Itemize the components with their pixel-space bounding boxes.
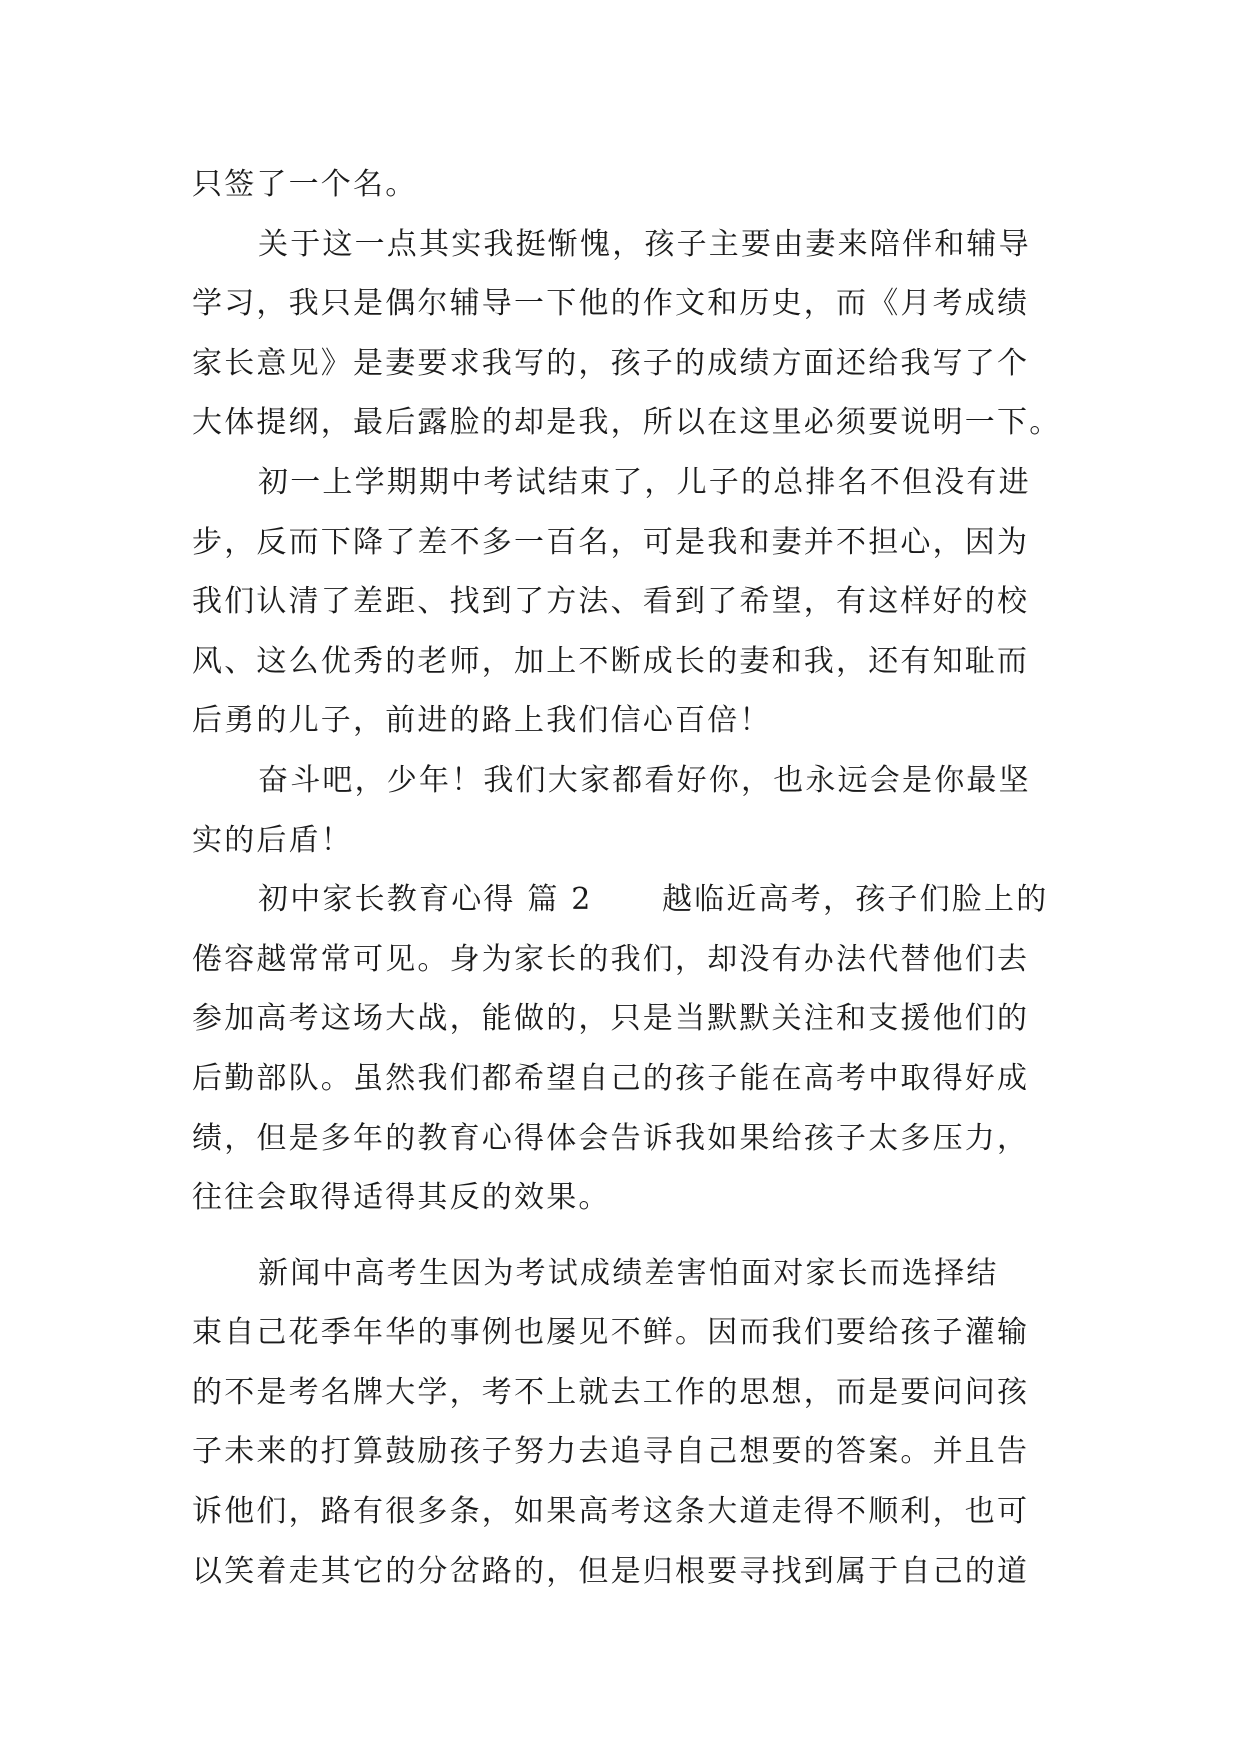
- text-line: 的不是考名牌大学，考不上就去工作的思想，而是要问问孩: [192, 1374, 1030, 1410]
- text-line: 关于这一点其实我挺惭愧，孩子主要由妻来陪伴和辅导: [258, 226, 1031, 262]
- text-line: 奋斗吧，少年！我们大家都看好你，也永远会是你最坚: [258, 762, 1031, 798]
- text-line: 绩，但是多年的教育心得体会告诉我如果给孩子太多压力，: [192, 1120, 1030, 1156]
- text-line: 子未来的打算鼓励孩子努力去追寻自己想要的答案。并且告: [192, 1434, 1030, 1470]
- text-line: 倦容越常常可见。身为家长的我们，却没有办法代替他们去: [192, 941, 1030, 977]
- text-line: 风、这么优秀的老师，加上不断成长的妻和我，还有知耻而: [192, 643, 1030, 679]
- text-line: 后勤部队。虽然我们都希望自己的孩子能在高考中取得好成: [192, 1060, 1030, 1096]
- text-line: 往往会取得适得其反的效果。: [192, 1180, 611, 1216]
- document-body: [192, 155, 1062, 1601]
- text-segment: 越临近高考，孩子们脸上的: [662, 882, 1049, 918]
- text-line: 步，反而下降了差不多一百名，可是我和妻并不担心，因为: [192, 524, 1030, 560]
- text-line: 诉他们，路有很多条，如果高考这条大道走得不顺利，也可: [192, 1494, 1030, 1530]
- text-line: 以笑着走其它的分岔路的，但是归根要寻找到属于自己的道: [192, 1553, 1030, 1589]
- text-line: 初一上学期期中考试结束了，儿子的总排名不但没有进: [258, 464, 1031, 500]
- text-line: 后勇的儿子，前进的路上我们信心百倍！: [192, 703, 772, 739]
- section-heading-line: [192, 870, 1062, 930]
- text-line: 大体提纲，最后露脸的却是我，所以在这里必须要说明一下。: [192, 405, 1062, 441]
- text-line: 束自己花季年华的事例也屡见不鲜。因而我们要给孩子灌输: [192, 1315, 1030, 1351]
- text-line: 新闻中高考生因为考试成绩差害怕面对家长而选择结: [258, 1255, 999, 1291]
- text-line: 实的后盾！: [192, 822, 353, 858]
- section-heading: 初中家长教育心得 篇 2: [258, 882, 593, 918]
- text-line: 参加高考这场大战，能做的，只是当默默关注和支援他们的: [192, 1001, 1030, 1037]
- text-line: 我们认清了差距、找到了方法、看到了希望，有这样好的校: [192, 584, 1030, 620]
- text-line: 学习，我只是偶尔辅导一下他的作文和历史，而《月考成绩: [192, 286, 1030, 322]
- text-line: 只签了一个名。: [192, 167, 418, 202]
- text-line: 家长意见》是妻要求我写的，孩子的成绩方面还给我写了个: [192, 345, 1030, 381]
